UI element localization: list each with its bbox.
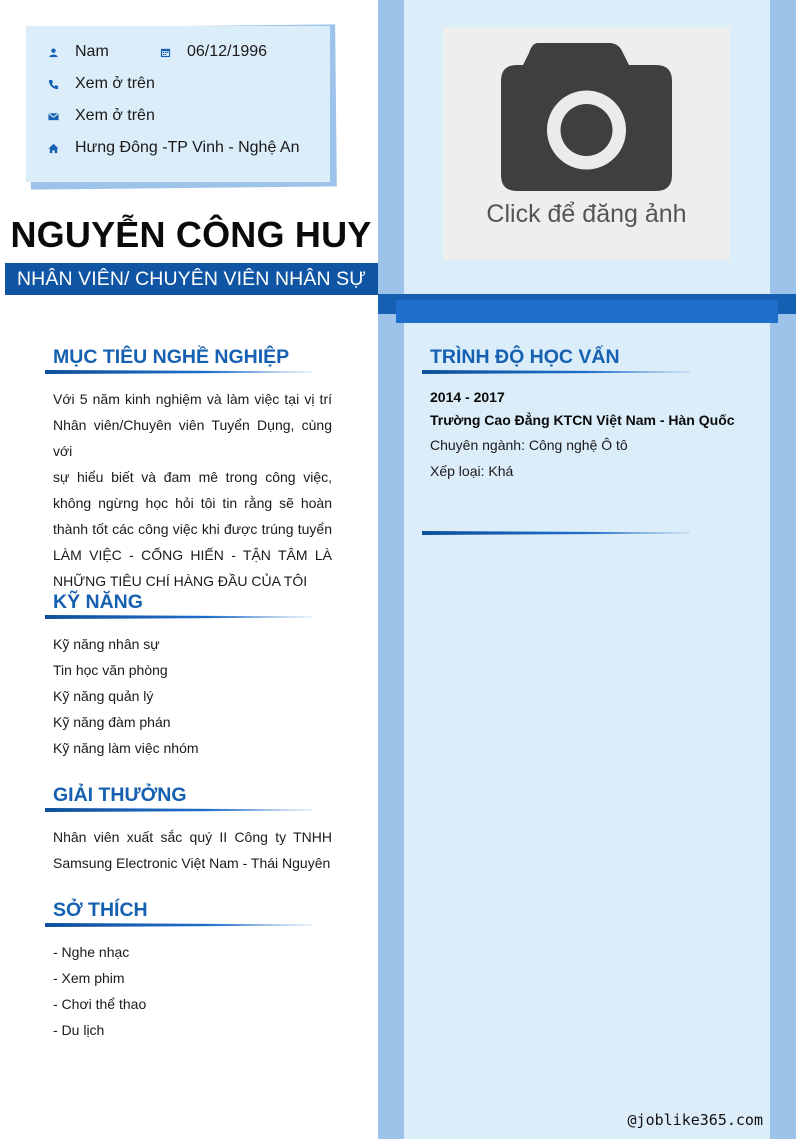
education-school[interactable]: Trường Cao Đẳng KTCN Việt Nam - Hàn Quốc (430, 412, 735, 428)
calendar-icon (159, 46, 171, 58)
award-line: Nhân viên xuất sắc quý II Công ty TNHH (53, 829, 332, 845)
hobby-item[interactable]: - Chơi thể thao (53, 996, 147, 1012)
skill-item[interactable]: Tin học văn phòng (53, 662, 168, 678)
skill-item[interactable]: Kỹ năng làm việc nhóm (53, 740, 199, 756)
hobby-item[interactable]: - Xem phim (53, 970, 125, 986)
home-icon (47, 142, 59, 154)
skills-underline (45, 615, 312, 619)
objective-line: không ngừng học hỏi tôi tin rằng sẽ hoàn (53, 495, 332, 511)
job-title[interactable]: NHÂN VIÊN/ CHUYÊN VIÊN NHÂN SỰ (16, 268, 367, 290)
awards-text[interactable] (53, 824, 332, 876)
skill-item[interactable]: Kỹ năng đàm phán (53, 714, 171, 730)
email-row (47, 107, 155, 125)
awards-underline (45, 808, 312, 812)
user-icon (47, 46, 59, 58)
education-years[interactable]: 2014 - 2017 (430, 389, 505, 405)
objective-line: LÀM VIỆC - CỐNG HIẾN - TẬN TÂM LÀ (53, 547, 332, 563)
education-title: TRÌNH ĐỘ HỌC VẤN (430, 346, 620, 368)
education-rank[interactable]: Xếp loại: Khá (430, 463, 514, 479)
objective-text[interactable] (53, 386, 332, 594)
phone-icon (47, 78, 59, 90)
photo-caption[interactable]: Click để đăng ảnh (486, 200, 687, 228)
skill-item[interactable]: Kỹ năng nhân sự (53, 636, 160, 652)
email-value[interactable]: Xem ở trên (75, 107, 155, 124)
hobbies-title: SỞ THÍCH (53, 899, 148, 921)
objective-line: Nhân viên/Chuyên viên Tuyển Dụng, cùng với (53, 417, 332, 459)
awards-title: GIẢI THƯỞNG (53, 784, 187, 806)
address-row (47, 139, 299, 157)
objective-line: Với 5 năm kinh nghiệm và làm việc tại vị trí (53, 391, 332, 407)
hobbies-underline (45, 923, 312, 927)
objective-line: sự hiểu biết và đam mê trong công việc, (53, 469, 332, 485)
phone-row (47, 75, 155, 93)
skill-item[interactable]: Kỹ năng quản lý (53, 688, 154, 704)
watermark: @joblike365.com (627, 1111, 763, 1129)
birthday-value[interactable]: 06/12/1996 (187, 43, 268, 60)
envelope-icon (47, 110, 59, 122)
objective-line: thành tốt các công việc khi được trúng tuyển (53, 521, 332, 537)
phone-value[interactable]: Xem ở trên (75, 75, 155, 92)
gender-row (47, 43, 109, 61)
full-name[interactable]: NGUYỄN CÔNG HUY (10, 214, 372, 255)
objective-underline (45, 370, 312, 374)
education-major[interactable]: Chuyên ngành: Công nghệ Ô tô (430, 437, 628, 453)
award-line: Samsung Electronic Việt Nam - Thái Nguyên (53, 855, 331, 871)
gender-value[interactable]: Nam (75, 43, 109, 60)
hobby-item[interactable]: - Nghe nhạc (53, 944, 130, 960)
right-divider-band (396, 300, 778, 323)
skills-title: KỸ NĂNG (53, 591, 143, 613)
birthday-row (159, 43, 267, 61)
objective-title: MỤC TIÊU NGHỀ NGHIỆP (53, 346, 290, 368)
address-value[interactable]: Hưng Đông -TP Vinh - Nghệ An (75, 139, 300, 156)
objective-line: NHỮNG TIÊU CHÍ HÀNG ĐẦU CỦA TÔI (53, 573, 308, 589)
hobby-item[interactable]: - Du lịch (53, 1022, 105, 1038)
